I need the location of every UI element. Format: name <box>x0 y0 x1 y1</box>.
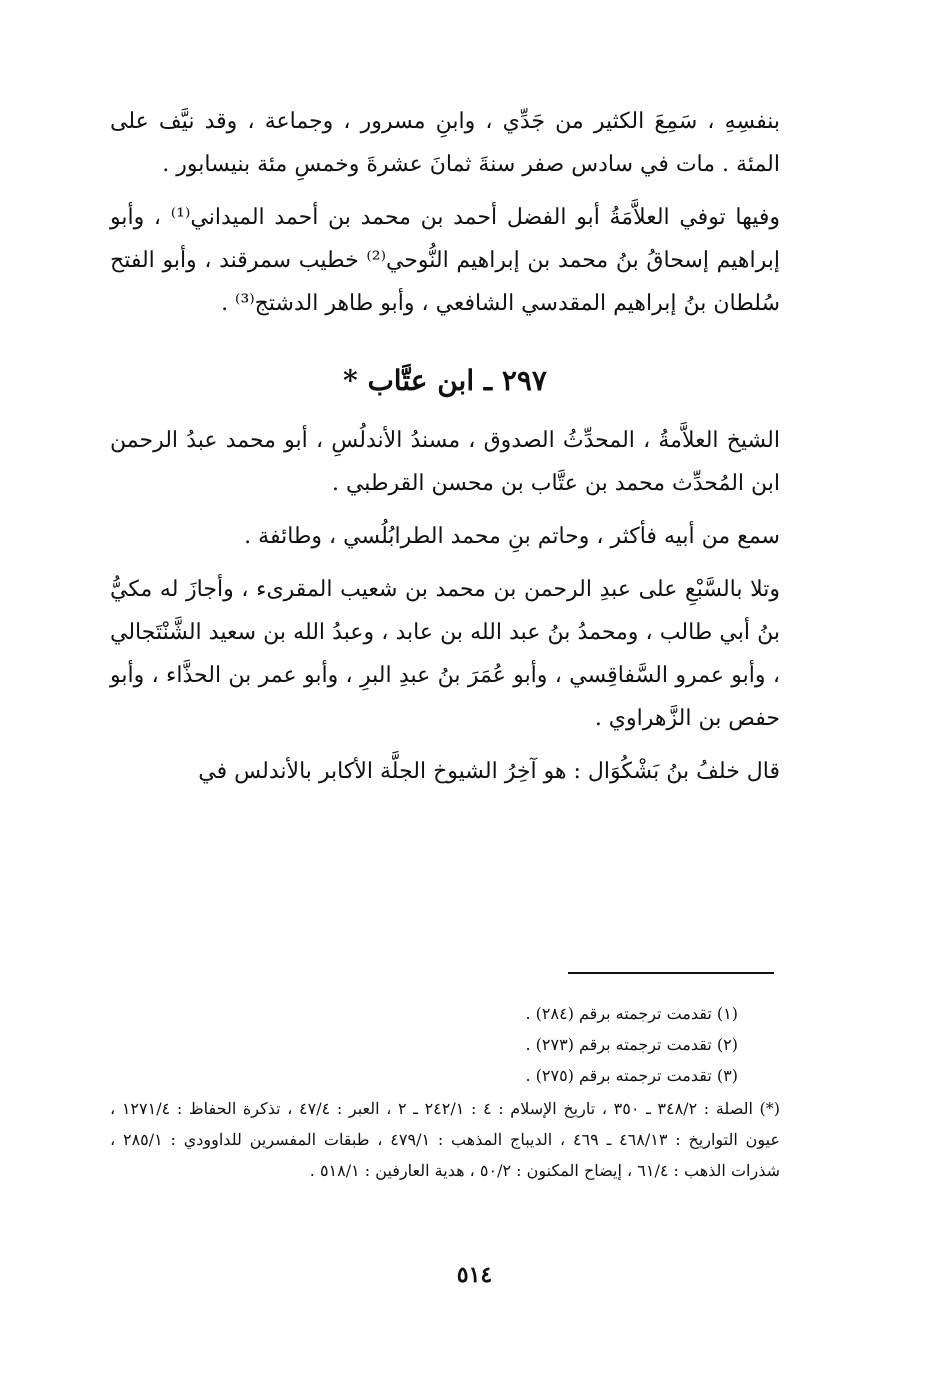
main-text <box>110 100 780 803</box>
footnotes <box>110 998 780 1186</box>
footnote: (٢) تقدمت ترجمته برقم (٢٧٣) . <box>525 1035 738 1054</box>
entry-heading: ٢٩٧ ـ ابن عتَّاب * <box>343 364 547 397</box>
paragraph: سمع من أبيه فأكثر ، وحاتم بنِ محمد الطرابُلُسي ، وطائفة . <box>244 524 780 549</box>
footnote: (١) تقدمت ترجمته برقم (٢٨٤) . <box>525 1004 738 1023</box>
sources-note: (*) الصلة : ٣٤٨/٢ ـ ٣٥٠ ، تاريخ الإسلام : ٤ : ٢٤٢/١ ـ ٢ ، العبر : ٤٧/٤ ، تذكرة الحفاظ : ١٢٧١/٤ ، عيون التواريخ : ٤٦٨/١٣ ـ ٤٦٩ ، الديباج المذهب : ٤٧٩/١ ، طبقات المفسرين للداوودي : ٢٨٥/١ ، شذرات الذهب : ٦١/٤ ، إيضاح المكنون : ٥٠/٢ ، هدية العارفين : ٥١٨/١ . <box>110 1099 781 1180</box>
paragraph: وتلا بالسَّبْعِ على عبدِ الرحمن بن محمد بن شعيب المقرىء ، وأجازَ له مكيُّ بنُ أبي طالب ، ومحمدُ بنُ عبد الله بن عابد ، وعبدُ الله بن سعيد الشَّنْتَجالي ، وأبو عمرو السَّفاقِسي ، وأبو عُمَرَ بنُ عبدِ البرِ ، وأبو عمر بن الحذَّاء ، وأبو حفص بن الزَّهراوي . <box>110 577 780 731</box>
page-number: ٥١٤ <box>456 1262 493 1288</box>
footnote: (٣) تقدمت ترجمته برقم (٢٧٥) . <box>525 1066 738 1085</box>
paragraph: قال خلفُ بنُ بَشْكُوَال : هو آخِرُ الشيوخ الجلَّة الأكابر بالأندلس في <box>198 759 780 784</box>
paragraph: بنفسِهِ ، سَمِعَ الكثير من جَدِّي ، وابنِ مسرور ، وجماعة ، وقد نيَّف على المئة . مات في سادس صفر سنةَ ثمانَ عشرةَ وخمسِ مئة بنيسابور . <box>110 109 780 177</box>
paragraph: وفيها توفي العلاَّمَةُ أبو الفضل أحمد بن محمد بن أحمد الميداني⁽¹⁾ ، وأبو إبراهيم إسحاقُ بنُ محمد بن إبراهيم النُّوحي⁽²⁾ خطيب سمرقند ، وأبو الفتح سُلطان بنُ إبراهيم المقدسي الشافعي ، وأبو طاهر الدشتج⁽³⁾ . <box>110 205 780 316</box>
paragraph: الشيخ العلاَّمةُ ، المحدِّثُ الصدوق ، مسندُ الأندلُسِ ، أبو محمد عبدُ الرحمن ابن المُحدِّث محمد بن عتَّاب بن محسن القرطبي . <box>110 428 780 496</box>
footnote-divider <box>568 972 774 974</box>
